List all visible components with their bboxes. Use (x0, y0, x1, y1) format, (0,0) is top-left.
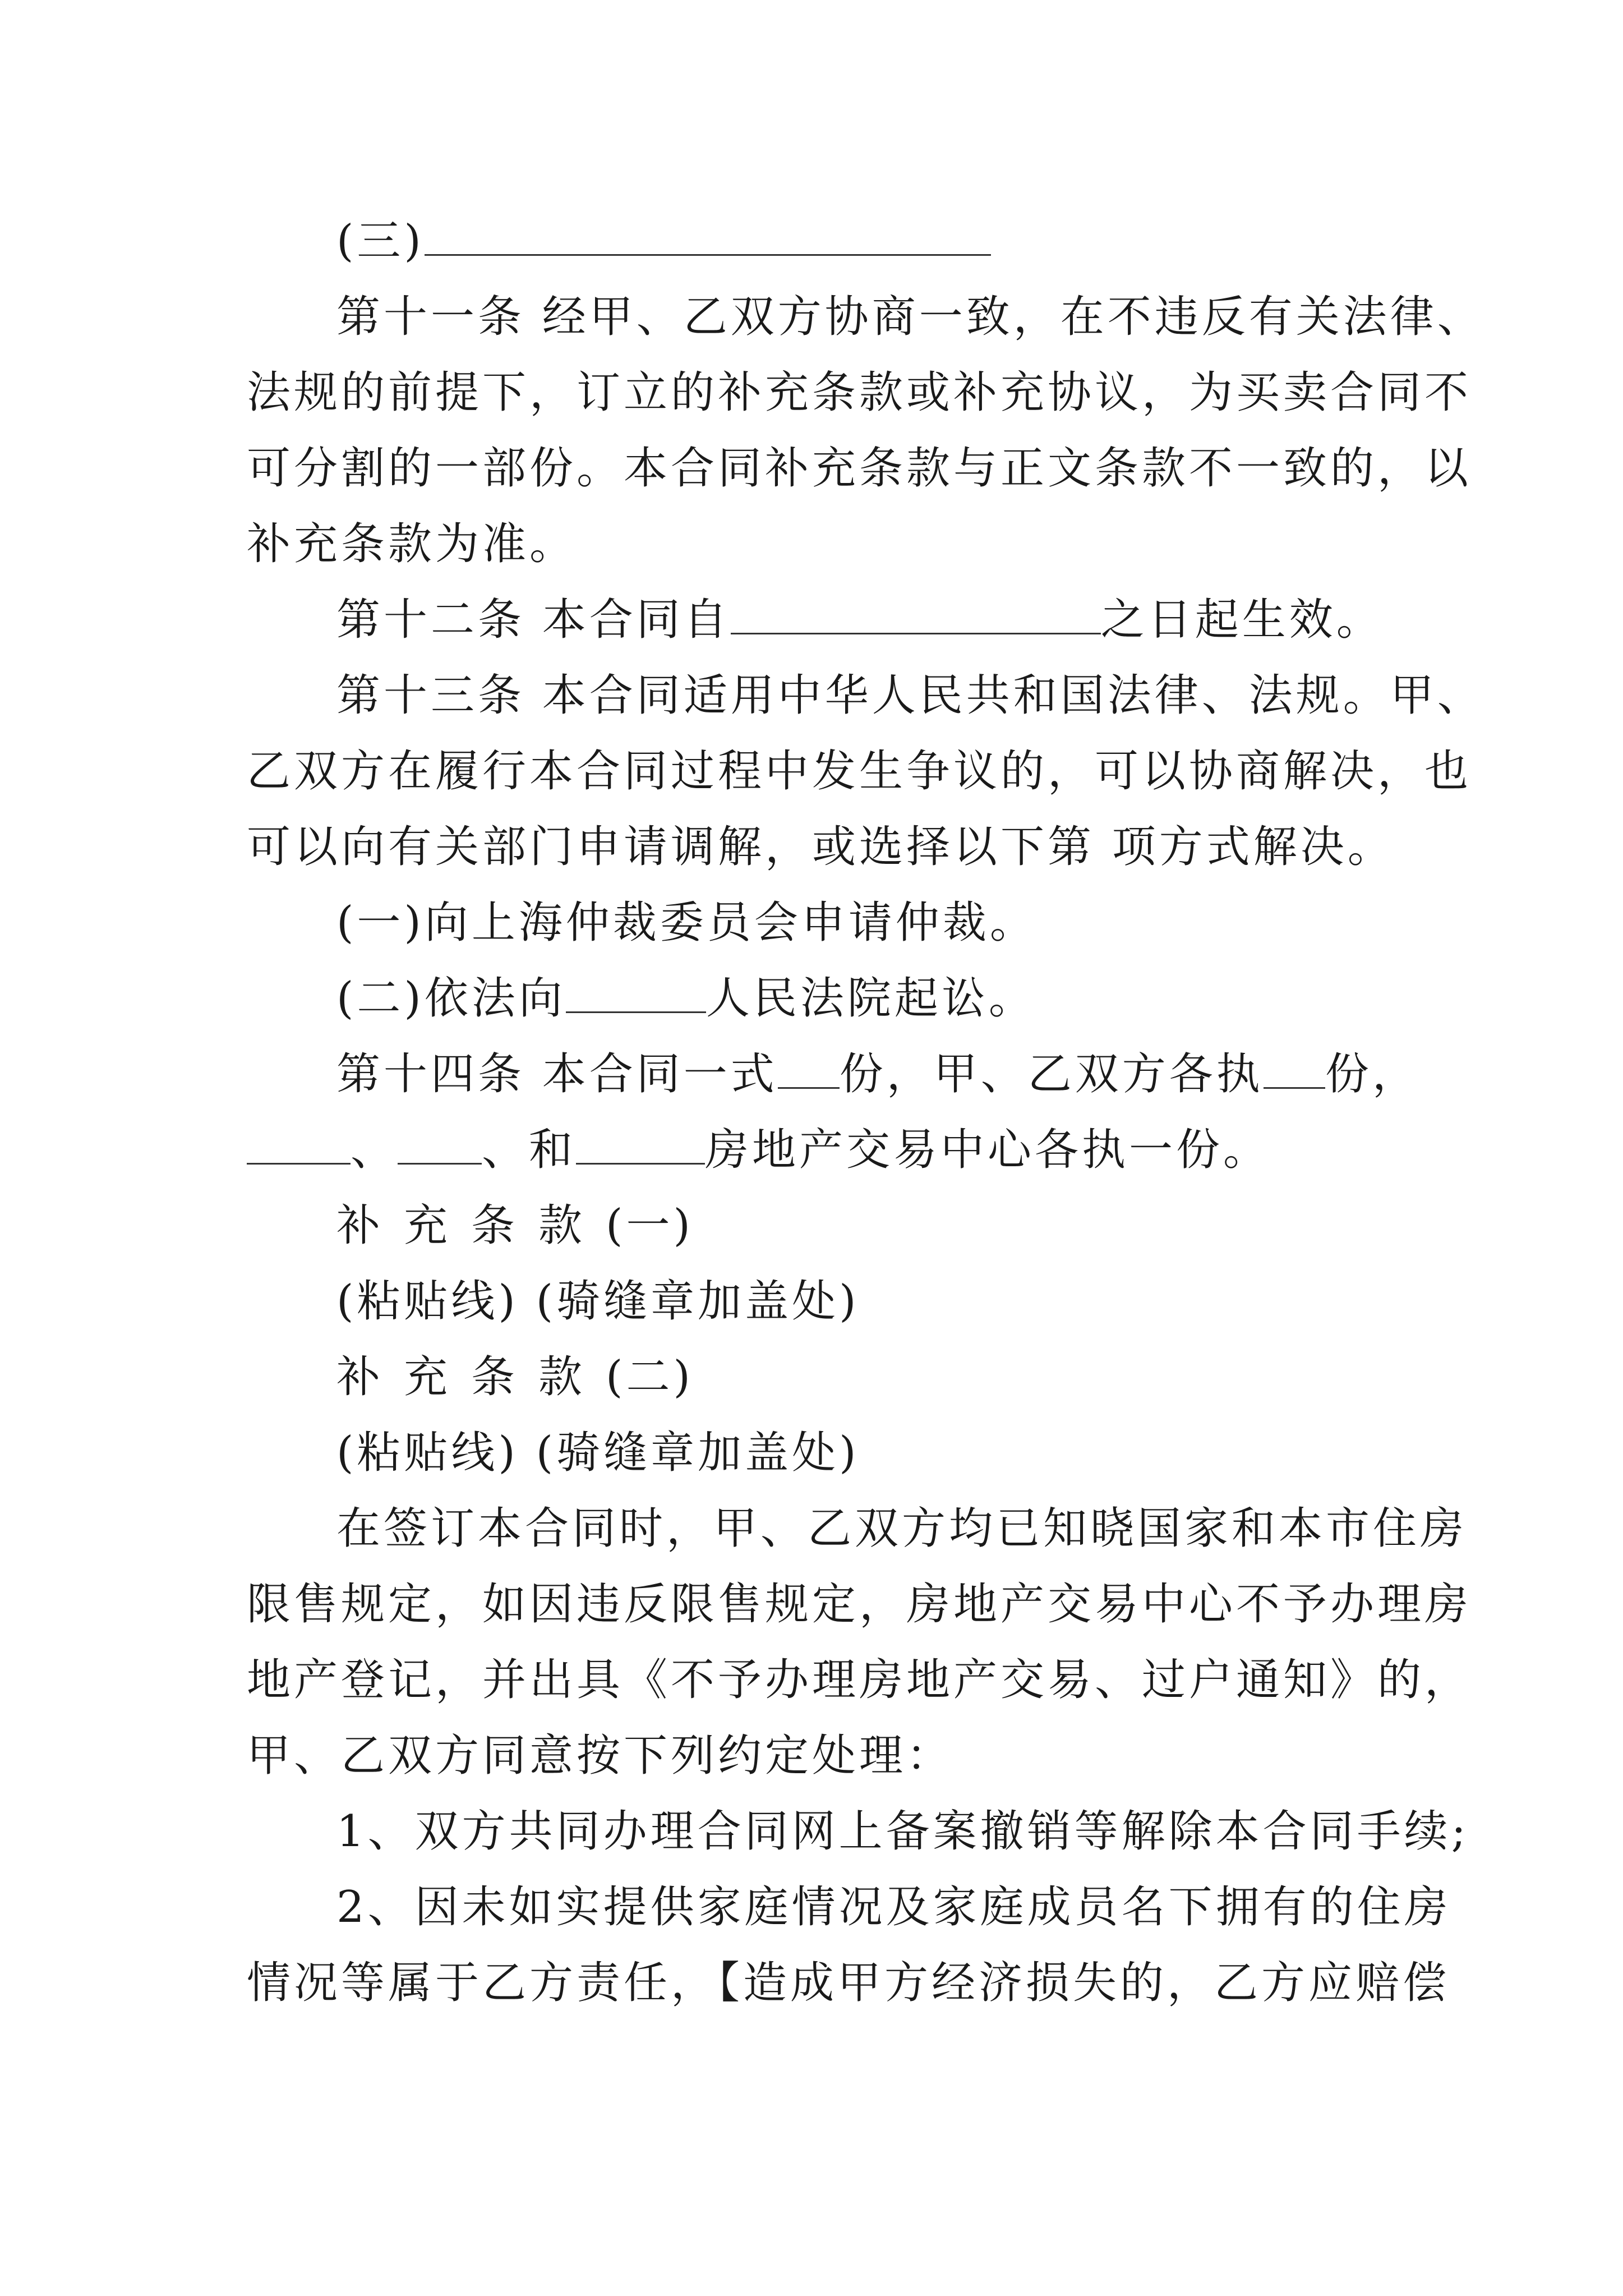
clause-item-three (336, 213, 991, 269)
article-14-line-1 (336, 1046, 1419, 1102)
article-12 (336, 592, 1384, 648)
restriction-para-line-3: 地产登记，并出具《不予办理房地产交易、过户通知》的， (247, 1655, 1472, 1705)
paste-line-one: (粘贴线) (骑缝章加盖处) (336, 1276, 860, 1327)
dispute-option-one: (一)向上海仲裁委员会申请仲裁。 (336, 898, 1037, 948)
blank-court-name[interactable] (566, 972, 706, 1013)
article-11-line-2: 法规的前提下，订立的补充条款或补充协议，为买卖合同不 (247, 367, 1472, 418)
article-12-pre: 第十二条 本合同自 (336, 595, 731, 645)
restriction-para-line-1: 在签订本合同时，甲、乙双方均已知晓国家和本市住房 (336, 1503, 1468, 1554)
supplement-label-two: 补充条款 (336, 1352, 606, 1402)
article-14-line-2-post: 房地产交易中心各执一份。 (705, 1125, 1271, 1175)
article-14-mid: 份，甲、乙双方各执 (839, 1049, 1264, 1099)
article-14-sep-2: 、和 (482, 1125, 577, 1175)
supplement-number-two: (二) (606, 1352, 694, 1402)
paste-line-two: (粘贴线) (骑缝章加盖处) (336, 1428, 860, 1478)
restriction-para-line-4: 甲、乙双方同意按下列约定处理： (247, 1731, 954, 1781)
supplement-number-one: (一) (606, 1200, 694, 1251)
article-11-line-1: 第十一条 经甲、乙双方协商一致，在不违反有关法律、 (336, 292, 1484, 342)
article-14-post: 份， (1325, 1049, 1419, 1099)
blank-party-c[interactable] (576, 1124, 705, 1165)
blank-each-copies[interactable] (1264, 1048, 1325, 1089)
article-13-line-3: 可以向有关部门申请调解，或选择以下第 项方式解决。 (247, 822, 1395, 872)
blank-party-a[interactable] (247, 1124, 351, 1165)
agreement-item-2-line-1: 2、因未如实提供家庭情况及家庭成员名下拥有的住房 (336, 1882, 1451, 1932)
blank-item-three[interactable] (425, 215, 991, 256)
supplement-heading-two (336, 1349, 694, 1405)
article-14-pre: 第十四条 本合同一式 (336, 1049, 778, 1099)
article-12-post: 之日起生效。 (1100, 595, 1384, 645)
article-14-line-2 (247, 1122, 1270, 1178)
blank-effective-date[interactable] (731, 593, 1101, 634)
restriction-para-line-2: 限售规定，如因违反限售规定，房地产交易中心不予办理房 (247, 1579, 1472, 1630)
option-two-pre: (二)依法向 (336, 973, 566, 1024)
article-13-line-2: 乙双方在履行本合同过程中发生争议的，可以协商解决，也 (247, 746, 1472, 797)
supplement-label-one: 补充条款 (336, 1200, 606, 1251)
blank-party-b[interactable] (398, 1124, 482, 1165)
option-two-post: 人民法院起讼。 (706, 973, 1036, 1024)
supplement-heading-one (336, 1198, 694, 1254)
blank-total-copies[interactable] (778, 1048, 840, 1089)
article-11-line-3: 可分割的一部份。本合同补充条款与正文条款不一致的，以 (247, 443, 1472, 494)
agreement-item-2-line-2: 情况等属于乙方责任，【造成甲方经济损失的，乙方应赔偿 (247, 1958, 1450, 2008)
article-11-line-4: 补充条款为准。 (247, 519, 577, 569)
agreement-item-1: 1、双方共同办理合同网上备案撤销等解除本合同手续; (336, 1806, 1469, 1857)
article-14-sep-1: 、 (351, 1125, 398, 1175)
dispute-option-two (336, 970, 1036, 1027)
item-three-prefix: (三) (336, 216, 425, 266)
article-13-line-1: 第十三条 本合同适用中华人民共和国法律、法规。甲、 (336, 670, 1484, 721)
